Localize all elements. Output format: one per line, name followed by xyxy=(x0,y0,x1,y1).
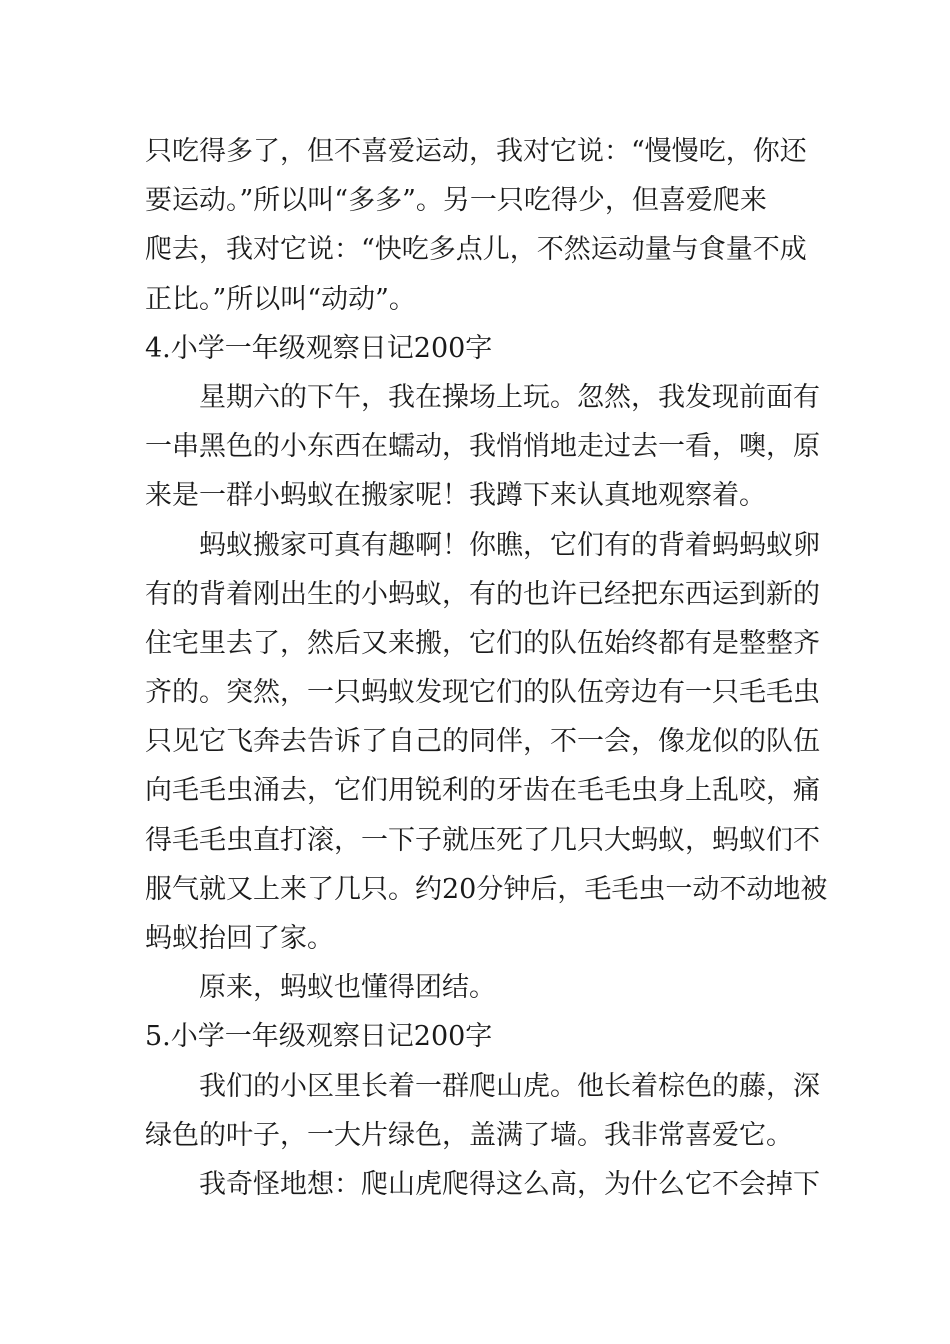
text-line: 有的背着刚出生的小蚂蚁，有的也许已经把东西运到新的 xyxy=(145,578,820,610)
text-line: 住宅里去了，然后又来搬，它们的队伍始终都有是整整齐 xyxy=(145,627,820,659)
document-body xyxy=(145,127,828,1209)
text-line: 服气就又上来了几只。约20分钟后，毛毛虫一动不动地被 xyxy=(145,873,828,905)
section-heading-4: 4.小学一年级观察日记200字 xyxy=(145,332,493,364)
text-line: 要运动。”所以叫“多多”。另一只吃得少，但喜爱爬来 xyxy=(145,185,767,217)
text-line: 来是一群小蚂蚁在搬家呢！我蹲下来认真地观察着。 xyxy=(145,480,766,512)
paragraph-start: 原来，蚂蚁也懂得团结。 xyxy=(199,972,496,1004)
paragraph-start: 我奇怪地想：爬山虎爬得这么高，为什么它不会掉下 xyxy=(199,1168,820,1200)
text-line: 只见它飞奔去告诉了自己的同伴，不一会，像龙似的队伍 xyxy=(145,726,820,758)
text-line: 只吃得多了，但不喜爱运动，我对它说：“慢慢吃，你还 xyxy=(145,136,807,167)
section-heading-5: 5.小学一年级观察日记200字 xyxy=(145,1021,493,1053)
paragraph-start: 蚂蚁搬家可真有趣啊！你瞧，它们有的背着蚂蚂蚁卵 xyxy=(199,529,820,561)
paragraph-start: 我们的小区里长着一群爬山虎。他长着棕色的藤，深 xyxy=(199,1070,820,1102)
text-line: 绿色的叶子，一大片绿色，盖满了墙。我非常喜爱它。 xyxy=(145,1119,793,1151)
text-line: 正比。”所以叫“动动”。 xyxy=(145,283,416,315)
text-line: 一串黑色的小东西在蠕动，我悄悄地走过去一看，噢，原 xyxy=(145,431,820,463)
text-line: 向毛毛虫涌去，它们用锐利的牙齿在毛毛虫身上乱咬，痛 xyxy=(145,775,820,807)
text-line: 爬去，我对它说：“快吃多点儿，不然运动量与食量不成 xyxy=(145,234,807,266)
text-line: 齐的。突然，一只蚂蚁发现它们的队伍旁边有一只毛毛虫 xyxy=(145,677,820,709)
text-line: 蚂蚁抬回了家。 xyxy=(145,923,334,954)
paragraph-start: 星期六的下午，我在操场上玩。忽然，我发现前面有 xyxy=(199,381,820,413)
text-line: 得毛毛虫直打滚，一下子就压死了几只大蚂蚁，蚂蚁们不 xyxy=(145,824,820,856)
